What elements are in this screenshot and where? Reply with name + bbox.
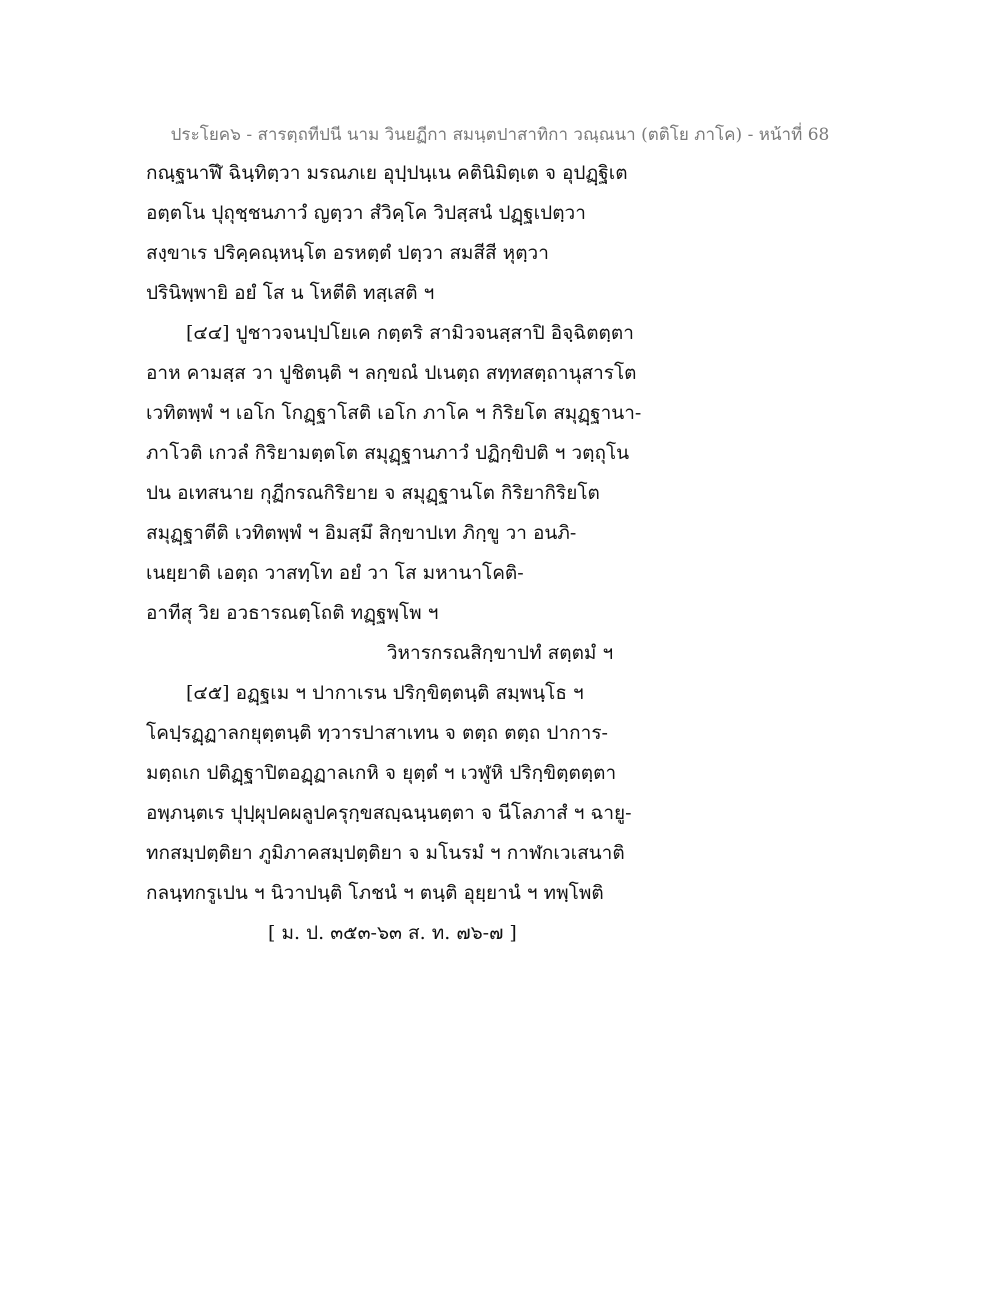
text-line: ภาโวติ เกวลํ กิริยามตฺตโต สมุฏฺฐานภาวํ ปฏิกฺขิปติ ฯ วตฺถุโน [146,442,630,464]
page-header: ประโยค๖ - สารตฺถทีปนี นาม วินยฏีกา สมนฺตปาสาทิกา วณฺณนา (ตติโย ภาโค) - หน้าที่ 68 [170,125,830,145]
section-end-title: วิหารกรณสิกฺขาปทํ สตฺตมํ ฯ [386,642,614,664]
text-line: อาห คามสฺส วา ปูชิตนฺติ ฯ ลกฺขณํ ปเนตฺถ สทฺทสตฺถานุสารโต [146,362,637,384]
text-line: สงฺขาเร ปริคฺคณฺหนฺโต อรหตฺตํ ปตฺวา สมสีสี หุตฺวา [146,242,549,264]
text-line: ปรินิพฺพายิ อยํ โส น โหตีติ ทสฺเสติ ฯ [146,282,435,304]
text-line: ทกสมฺปตฺติยา ภูมิภาคสมฺปตฺติยา จ มโนรมํ ฯ กาฬกเวเสนาติ [146,842,625,864]
text-line: สมุฏฺฐาตีติ เวทิตพฺพํ ฯ อิมสฺมึ สิกฺขาปเท ภิกฺขู วา อนภิ- [146,522,577,544]
text-line: โคปฺรฏฺฏาลกยุตฺตนฺติ ทฺวารปาสาเทน จ ตตฺถ ตตฺถ ปาการ- [146,722,608,744]
text-line: ปน อเทสนาย กุฏีกรณกิริยาย จ สมุฏฺฐานโต กิริยากิริยโต [146,482,600,504]
text-line: อตฺตโน ปุถุชฺชนภาวํ ญตฺวา สํวิคฺโค วิปสฺสนํ ปฏฺฐเปตฺวา [146,202,586,224]
paragraph-44-start: [๔๔] ปูชาวจนปฺปโยเค กตฺตริ สามิวจนสฺสาปิ อิจฺฉิตตฺตา [186,322,634,344]
text-line: เวทิตพฺพํ ฯ เอโก โกฏฺฐาโสติ เอโก ภาโค ฯ กิริยโต สมุฏฺฐานา- [146,402,642,424]
text-line: มตฺถเก ปติฏฺฐาปิตอฏฺฏาลเกหิ จ ยุตฺตํ ฯ เวฬูหิ ปริกฺขิตฺตตฺตา [146,762,617,784]
text-line: อาทีสุ วิย อวธารณตฺโถติ ทฏฺฐพฺโพ ฯ [146,602,439,624]
reference-citation: [ ม. ป. ๓๕๓-๖๓ ส. ท. ๗๖-๗ ] [268,922,517,944]
text-line: กณฺฐนาฬึ ฉินฺทิตฺวา มรณภเย อุปฺปนฺเน คตินิมิตฺเต จ อุปฏฺฐิเต [146,162,628,184]
paragraph-45-start: [๔๕] อฏฺฐเม ฯ ปากาเรน ปริกฺขิตฺตนฺติ สมฺพนฺโธ ฯ [186,682,584,704]
text-line: เนยฺยาติ เอตฺถ วาสทฺโท อยํ วา โส มหานาโคติ- [146,562,524,584]
text-line: กลนฺทกรูเปน ฯ นิวาปนฺติ โภชนํ ฯ ตนฺติ อุยฺยานํ ฯ ทพฺโพติ [146,882,604,904]
text-line: อพฺภนฺตเร ปุปฺผุปคผลูปครุกฺขสญฺฉนฺนตฺตา จ นีโลภาสํ ฯ ฉายู- [146,802,632,824]
